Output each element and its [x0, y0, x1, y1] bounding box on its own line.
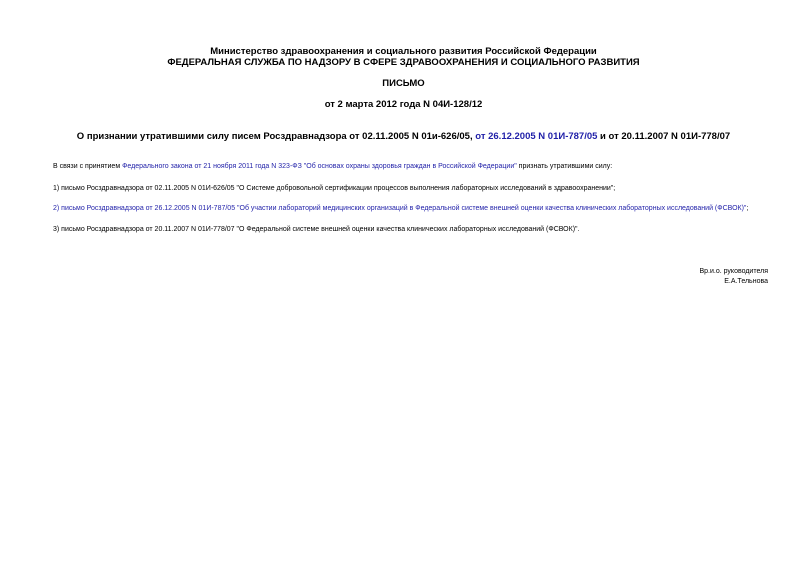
letter-787-link[interactable]: письмо Росздравнадзора от 26.12.2005 N 01И-787/05 "Об участии лабораторий медицинских организаций в Федеральной системе внешней оценки качества клинических лабораторных исследований (ФСВОК)": [61, 205, 747, 212]
document-subject: [0, 131, 807, 142]
document-type: ПИСЬМО: [382, 78, 425, 89]
intro-text-after: признать утратившими силу:: [516, 163, 613, 170]
document-header: [0, 46, 807, 110]
document-date-number: от 2 марта 2012 года N 04И-128/12: [324, 99, 483, 110]
list-item-2-prefix: 2): [53, 205, 62, 212]
list-item-2: [53, 204, 748, 213]
intro-text-before: В связи с принятием: [53, 163, 123, 170]
ministry-name: Министерство здравоохранения и социального развития Российской Федерации: [210, 46, 597, 57]
subject-text-part1: О признании утратившими силу писем Росздравнадзора от 02.11.2005 N 01и-626/05,: [76, 131, 476, 142]
subject-link[interactable]: 26.12.2005 N 01И-787/05: [488, 131, 598, 142]
list-item-1: 1) письмо Росздравнадзора от 02.11.2005 N 01И-626/05 "О Системе добровольной сертификации процессов выполнения лабораторных исследований в здравоохранении";: [53, 185, 616, 192]
subject-link-prefix: от: [475, 131, 489, 142]
list-item-3: 3) письмо Росздравнадзора от 20.11.2007 N 01И-778/07 "О Федеральной системе внешней оценки качества клинических лабораторных исследований (ФСВОК)".: [53, 226, 580, 233]
subject-text-part2: и от 20.11.2007 N 01И-778/07: [597, 131, 731, 142]
signatory-name: Е.А.Тельнова: [724, 278, 768, 285]
signature-block: [699, 267, 768, 287]
federal-law-link[interactable]: Федерального закона от 21 ноября 2011 года N 323-ФЗ "Об основах охраны здоровья граждан в Российской Федерации": [122, 163, 517, 170]
service-name: ФЕДЕРАЛЬНАЯ СЛУЖБА ПО НАДЗОРУ В СФЕРЕ ЗДРАВООХРАНЕНИЯ И СОЦИАЛЬНОГО РАЗВИТИЯ: [167, 57, 640, 68]
list-item-2-suffix: ;: [746, 205, 749, 212]
signatory-position: Вр.и.о. руководителя: [699, 268, 768, 275]
intro-paragraph: [53, 162, 612, 171]
